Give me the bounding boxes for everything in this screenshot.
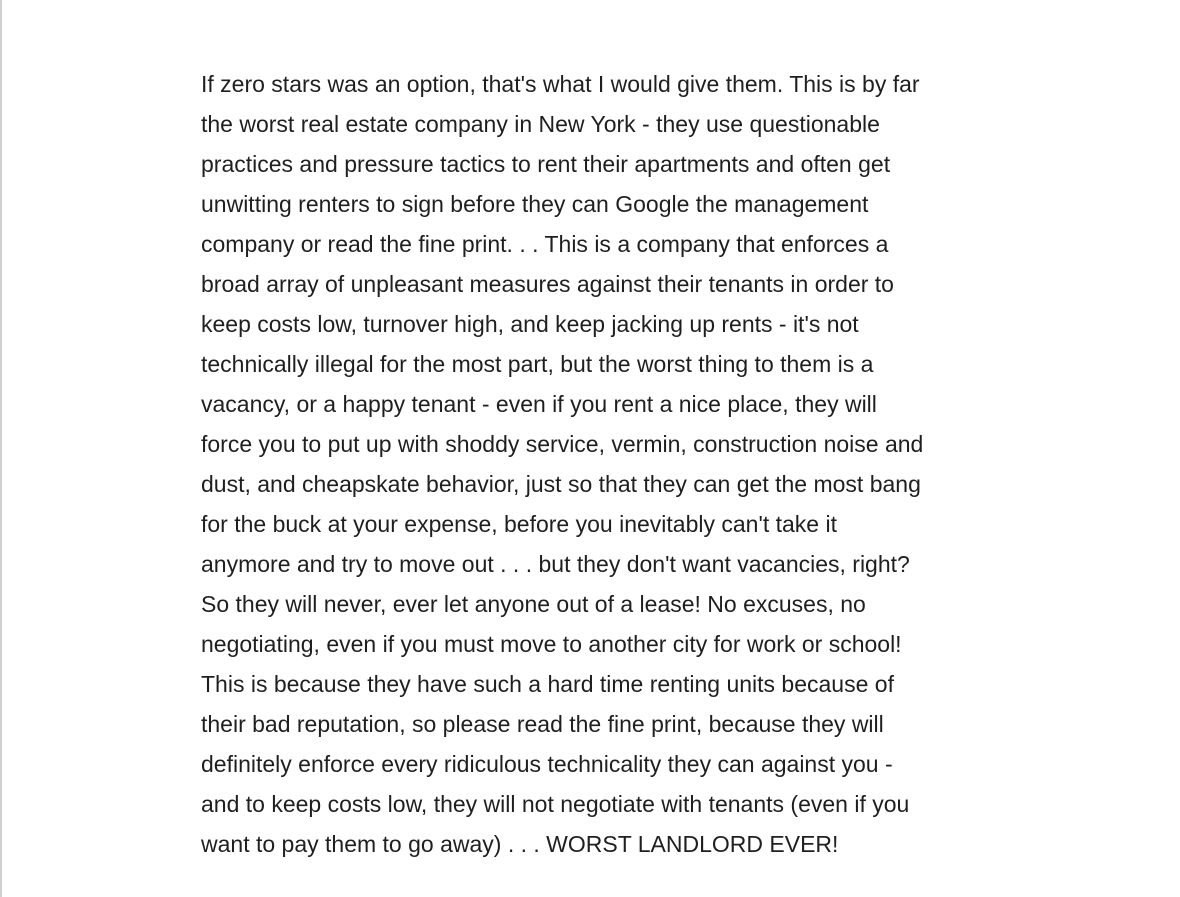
review-line: company or read the fine print. . . This is a company that enforces a [201,231,889,257]
review-line: If zero stars was an option, that's what I would give them. This is by far [201,71,920,97]
review-line: for the buck at your expense, before you inevitably can't take it [201,511,837,537]
review-line: broad array of unpleasant measures against their tenants in order to [201,271,894,297]
review-line: So they will never, ever let anyone out of a lease! No excuses, no [201,591,866,617]
review-line: want to pay them to go away) . . . WORST LANDLORD EVER! [201,831,839,857]
review-line: dust, and cheapskate behavior, just so that they can get the most bang [201,471,921,497]
review-line: definitely enforce every ridiculous technicality they can against you - [201,751,893,777]
review-line: technically illegal for the most part, but the worst thing to them is a [201,351,874,377]
page-left-border [0,0,2,897]
review-text [201,64,1001,864]
review-line: keep costs low, turnover high, and keep jacking up rents - it's not [201,311,859,337]
review-line: the worst real estate company in New York - they use questionable [201,111,880,137]
review-line: This is because they have such a hard time renting units because of [201,671,894,697]
review-line: anymore and try to move out . . . but they don't want vacancies, right? [201,551,910,577]
review-line: unwitting renters to sign before they can Google the management [201,191,869,217]
review-line: force you to put up with shoddy service, vermin, construction noise and [201,431,924,457]
review-line: and to keep costs low, they will not negotiate with tenants (even if you [201,791,910,817]
review-line: practices and pressure tactics to rent their apartments and often get [201,151,891,177]
review-line: their bad reputation, so please read the fine print, because they will [201,711,884,737]
review-line: vacancy, or a happy tenant - even if you rent a nice place, they will [201,391,877,417]
review-line: negotiating, even if you must move to another city for work or school! [201,631,902,657]
